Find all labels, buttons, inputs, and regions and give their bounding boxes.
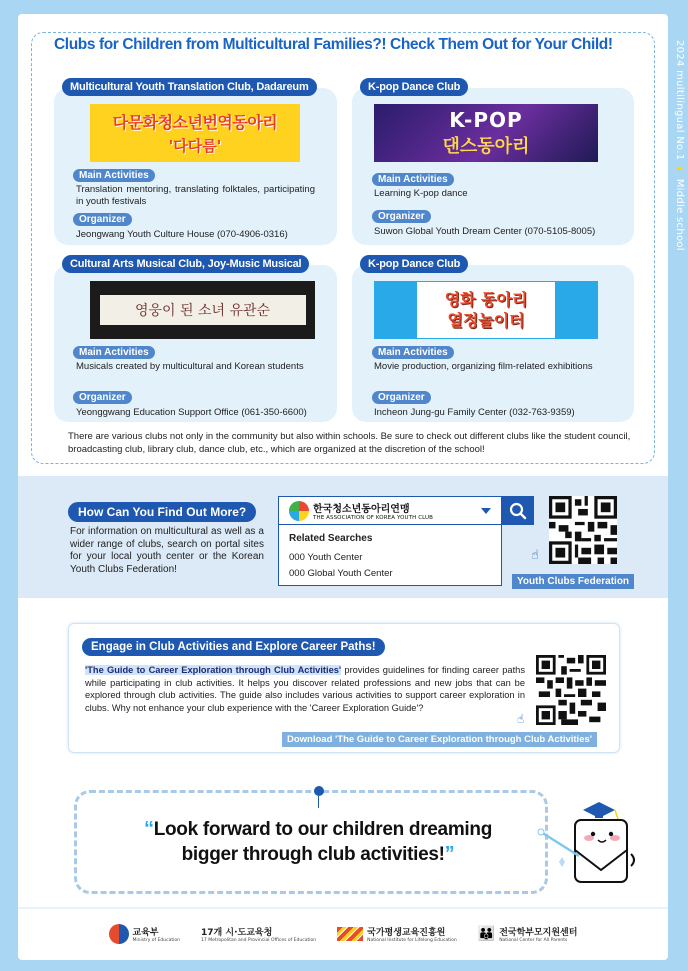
quote-line-2: bigger through club activities! <box>181 844 445 865</box>
download-guide-link[interactable]: Download 'The Guide to Career Exploration through Club Activities' <box>282 732 597 747</box>
career-guide-text <box>85 664 525 714</box>
find-more-title: How Can You Find Out More? <box>68 502 256 522</box>
organizer-text: Yeonggwang Education Support Office (061-350-6600) <box>76 407 307 418</box>
career-guide-highlight: 'The Guide to Career Exploration through Club Activities' <box>85 665 342 675</box>
closing-quote <box>98 817 538 867</box>
search-bar[interactable] <box>279 497 501 525</box>
school-clubs-note: There are various clubs not only in the community but also within schools. Be sure to check out different clubs like the student council, broadcasting club, library club, dance club, etc., which are organized at the discretion of the school! <box>68 431 631 455</box>
club-card-joy-music <box>54 258 337 422</box>
offices-logo <box>201 925 316 943</box>
organizer-text: Incheon Jung-gu Family Center (032-763-9359) <box>374 407 575 418</box>
ministry-name-en: Ministry of Education <box>132 938 180 943</box>
organizer-text: Jeongwang Youth Culture House (070-4906-0316) <box>76 229 288 240</box>
club-image-kpop <box>374 104 598 162</box>
search-button[interactable] <box>502 496 534 525</box>
side-strip <box>668 14 688 960</box>
side-label <box>674 40 685 251</box>
search-icon <box>509 502 527 520</box>
youth-clubs-federation-link[interactable]: Youth Clubs Federation <box>512 574 634 589</box>
main-activities-label: Main Activities <box>73 169 155 182</box>
search-logo-english: THE ASSOCIATION OF KOREA YOUTH CLUB <box>313 515 434 521</box>
find-more-text: For information on multicultural as well as a wider range of clubs, search on portal sites for your local youth center or the Korean Youth Clubs Federation! <box>70 526 264 575</box>
poster-page <box>18 14 668 960</box>
main-activities-label: Main Activities <box>372 173 454 186</box>
parents-center-logo <box>478 925 578 943</box>
nile-name: 국가평생교육진흥원 <box>367 928 446 938</box>
club-name-tag: K-pop Dance Club <box>360 255 468 273</box>
pin-icon <box>314 786 324 796</box>
club-image-title: 영웅이 된 소녀 유관순 <box>100 295 306 325</box>
club-image-title: K-POP <box>449 108 523 132</box>
main-activities-text: Musicals created by multicultural and Korean students <box>76 361 304 372</box>
search-mockup <box>278 496 502 586</box>
quote-line-1: Look forward to our children dreaming <box>153 819 493 840</box>
career-guide-body: provides guidelines for finding career paths while participating in club activities. It helps you discover related professions and new jobs that can be explored through club activities. The guide also includes various activities to support career exploration in clubs. Why not enhance your club experience with the 'Career Exploration Guide'? <box>85 665 525 713</box>
main-activities-text: Movie production, organizing film-related exhibitions <box>374 361 593 372</box>
mascot-envelope-icon <box>531 792 641 892</box>
nile-name-en: National Institute for Lifelong Education <box>367 938 457 943</box>
club-image-title: 영화 동아리 <box>444 290 528 309</box>
related-search-item[interactable]: 000 Global Youth Center <box>289 568 393 579</box>
footer <box>18 919 668 949</box>
club-card-dadareum <box>54 81 337 245</box>
club-image-inner <box>417 282 555 338</box>
main-activities-text: Translation mentoring, translating folktales, participating in youth festivals <box>76 184 315 207</box>
footer-divider <box>18 907 668 909</box>
search-logo <box>313 500 433 521</box>
club-image-subtitle: '다다름' <box>168 137 222 155</box>
main-activities-label: Main Activities <box>73 346 155 359</box>
star-icon: ✦ <box>674 163 685 176</box>
ministry-name: 교육부 <box>132 928 159 938</box>
people-icon: 👪 <box>477 926 496 942</box>
club-image-subtitle: 댄스동아리 <box>442 136 530 157</box>
club-name-tag: K-pop Dance Club <box>360 78 468 96</box>
parents-center-name-en: National Center for All Parents <box>499 938 568 943</box>
pointer-icon: ☝ <box>517 712 525 726</box>
side-label-edition: 2024 multilingual No.1 <box>674 40 685 161</box>
club-image-subtitle: 열정놀이터 <box>447 311 525 330</box>
pointer-icon: ☝ <box>531 548 539 563</box>
ministry-logo <box>109 924 180 944</box>
organizer-text: Suwon Global Youth Dream Center (070-5105-8005) <box>374 226 596 237</box>
organizer-label: Organizer <box>73 213 132 226</box>
organizer-label: Organizer <box>372 391 431 404</box>
youth-club-logo-icon <box>289 501 309 521</box>
dropdown-arrow-icon[interactable] <box>481 508 491 514</box>
related-searches-title: Related Searches <box>289 533 373 544</box>
offices-name-en: 17 Metropolitan and Provincial Offices of Education <box>201 938 317 943</box>
search-logo-korean: 한국청소년동아리연맹 <box>313 504 410 515</box>
club-image-dadareum <box>90 104 300 162</box>
pin-line <box>318 796 319 808</box>
club-image-film <box>374 281 598 339</box>
nile-emblem-icon <box>337 927 363 941</box>
club-card-kpop-dance <box>352 81 634 245</box>
page-title: Clubs for Children from Multicultural Families?! Check Them Out for Your Child! <box>48 36 648 54</box>
nile-logo <box>337 925 457 943</box>
career-guide-title: Engage in Club Activities and Explore Career Paths! <box>82 638 385 656</box>
related-search-item[interactable]: 000 Youth Center <box>289 552 363 563</box>
main-activities-text: Learning K-pop dance <box>374 188 468 199</box>
side-label-level: Middle school <box>674 178 685 251</box>
main-activities-label: Main Activities <box>372 346 454 359</box>
qr-code-career-guide[interactable] <box>536 655 606 725</box>
quote-close-mark: ” <box>444 843 455 865</box>
club-name-tag: Cultural Arts Musical Club, Joy-Music Musical <box>62 255 309 273</box>
club-name-tag: Multicultural Youth Translation Club, Dadareum <box>62 78 317 96</box>
offices-name: 17개 시·도교육청 <box>201 928 273 938</box>
ministry-emblem-icon <box>109 924 129 944</box>
club-image-title: 다문화청소년번역동아리 <box>112 113 278 132</box>
organizer-label: Organizer <box>372 210 431 223</box>
club-card-film <box>352 258 634 422</box>
qr-code-youth-clubs[interactable] <box>549 496 617 564</box>
club-image-musical <box>90 281 315 339</box>
quote-open-mark: “ <box>143 818 154 840</box>
organizer-label: Organizer <box>73 391 132 404</box>
parents-center-name: 전국학부모지원센터 <box>499 928 578 938</box>
